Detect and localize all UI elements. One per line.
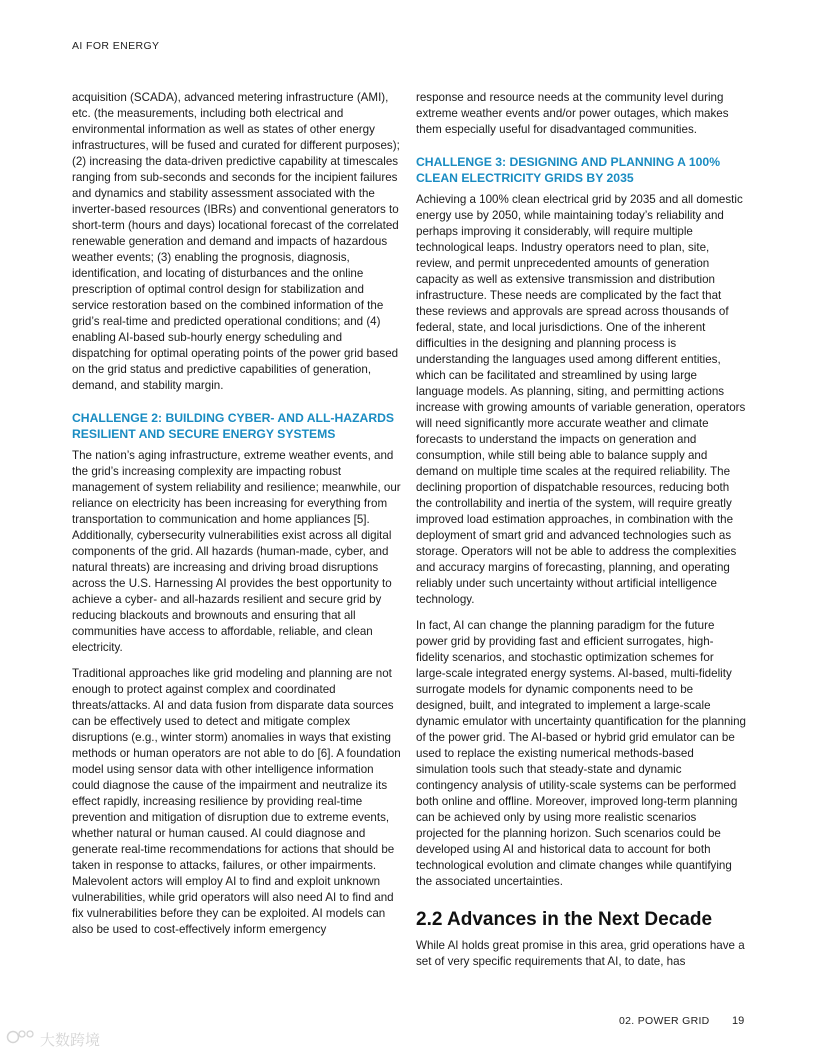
running-header: AI FOR ENERGY	[72, 40, 160, 52]
challenge-3-heading: CHALLENGE 3: DESIGNING AND PLANNING A 100% CLEAN ELECTRICITY GRIDS BY 2035	[416, 155, 721, 185]
body-paragraph: While AI holds great promise in this area, grid operations have a set of very specific requirements that AI, to date, has	[416, 939, 745, 968]
watermark	[6, 1028, 100, 1050]
right-column	[416, 90, 746, 980]
watermark-logo-icon	[6, 1028, 36, 1050]
body-paragraph: Traditional approaches like grid modeling and planning are not enough to protect against complex and coordinated threats/attacks. AI and data fusion from disparate data sources can be effectively used to detect and mitigate complex disruptions (e.g., winter storm) anomalies in ways that existing methods or human operators are not able to do [6]. A foundation model using sensor data with other intelligence information could diagnose the cause of the impairment and neutralize its effect rapidly, increasing resilience by providing real-time prevention and mitigation of disruption due to extreme events, whether natural or human caused. AI could diagnose and generate real-time recommendations for actions that should be taken in response to attacks, failures, or other impairments. Malevolent actors will employ AI to find and exploit unknown vulnerabilities, while grid operators will also need AI to find and fix vulnerabilities before they can be exploited. AI models can also be used to cost-effectively inform emergency	[72, 667, 401, 936]
body-paragraph: response and resource needs at the community level during extreme weather events and/or power outages, which makes them especially useful for disadvantaged communities.	[416, 91, 729, 136]
page-number: 19	[732, 1015, 745, 1027]
challenge-2-heading: CHALLENGE 2: BUILDING CYBER- AND ALL-HAZARDS RESILIENT AND SECURE ENERGY SYSTEMS	[72, 411, 395, 441]
body-paragraph: acquisition (SCADA), advanced metering infrastructure (AMI), etc. (the measurements, including both electrical and environmental information as well as states of other energy infrastructures, will be fused and curated for different purposes); (2) increasing the data-driven predictive capability at timescales ranging from sub-seconds and seconds for the incipient failures and dynamics and stability assessment associated with the inverter-based resources (IBRs) and conventional generators to short-term (hours and days) locational forecast of the correlated renewable generation and demand and impacts of hazardous weather events; (3) enabling the prognosis, diagnosis, identification, and locating of disturbances and the online prescription of optimal control design for stabilization and service restoration based on the combined information of the grid’s real-time and predicted operational conditions; and (4) enabling AI-based sub-hourly energy scheduling and dispatching for optimal operating points of the power grid based on the grid status and predictive capabilities of generation, demand, and stability margin.	[72, 91, 400, 392]
footer-section-label: 02. POWER GRID	[619, 1015, 710, 1027]
body-paragraph: The nation’s aging infrastructure, extreme weather events, and the grid’s increasing complexity are impacting robust management of system reliability and resilience; meanwhile, our reliance on electricity has been increasing for everything from transportation to communication and home appliances [5]. Additionally, cybersecurity vulnerabilities exist across all digital components of the grid. All hazards (human-made, cyber, and natural threats) are increasing and driving broad disruptions across the U.S. Harnessing AI provides the best opportunity to achieve a cyber- and all-hazards resilient and secure grid by reducing blackouts and brownouts and ensuring that all communities have access to affordable, reliable, and clean electricity.	[72, 449, 401, 654]
body-paragraph: Achieving a 100% clean electrical grid by 2035 and all domestic energy use by 2050, while maintaining today’s reliability and perhaps improving it considerably, will require multiple technological leaps. Industry operators need to plan, site, review, and permit unprecedented amounts of generation capacity as well as extensive transmission and distribution infrastructure. These needs are complicated by the fact that these reviews and approvals are spread across thousands of federal, state, and local jurisdictions. One of the inherent difficulties in the designing and planning process is understanding the languages used among different entities, which can be facilitated and streamlined by using large language models. As planning, siting, and permitting actions increase with growing amounts of variable generation, operators will need significantly more accurate weather and climate forecasts to understand the impacts on generation and consumption, while still being able to balance supply and demand on multiple time scales at the required reliability. The declining proportion of dispatchable resources, reducing both the controllability and inertia of the system, will require greatly improved load estimation approaches, in combination with the deployment of smart grid and advanced technologies such as storage. Operators will not be able to address the complexities and accuracy margins of forecasting, planning, and operating reliably under such uncertainty without artificial intelligence technology.	[416, 193, 746, 606]
body-paragraph: In fact, AI can change the planning paradigm for the future power grid by providing fast and efficient surrogates, high-fidelity scenarios, and stochastic optimization schemes for large-scale integrated energy systems. AI-based, multi-fidelity surrogate models for dynamic components need to be designed, built, and integrated to implement a large-scale dynamic emulator with uncertainty quantification for the planning of the power grid. The AI-based or hybrid grid emulator can be used to replace the existing numerical methods-based simulation tools such that steady-state and dynamic contingency analysis of utility-scale systems can be performed both online and offline. Moreover, improved long-term planning can be achieved only by using more realistic scenarios projected for the planning horizon. Such scenarios could be developed using AI and historical data to account for both technological evolution and climate changes while quantifying the associated uncertainties.	[416, 619, 746, 888]
watermark-text: 大数跨境	[40, 1031, 101, 1049]
section-heading: 2.2 Advances in the Next Decade	[416, 909, 713, 930]
left-column	[72, 90, 402, 948]
